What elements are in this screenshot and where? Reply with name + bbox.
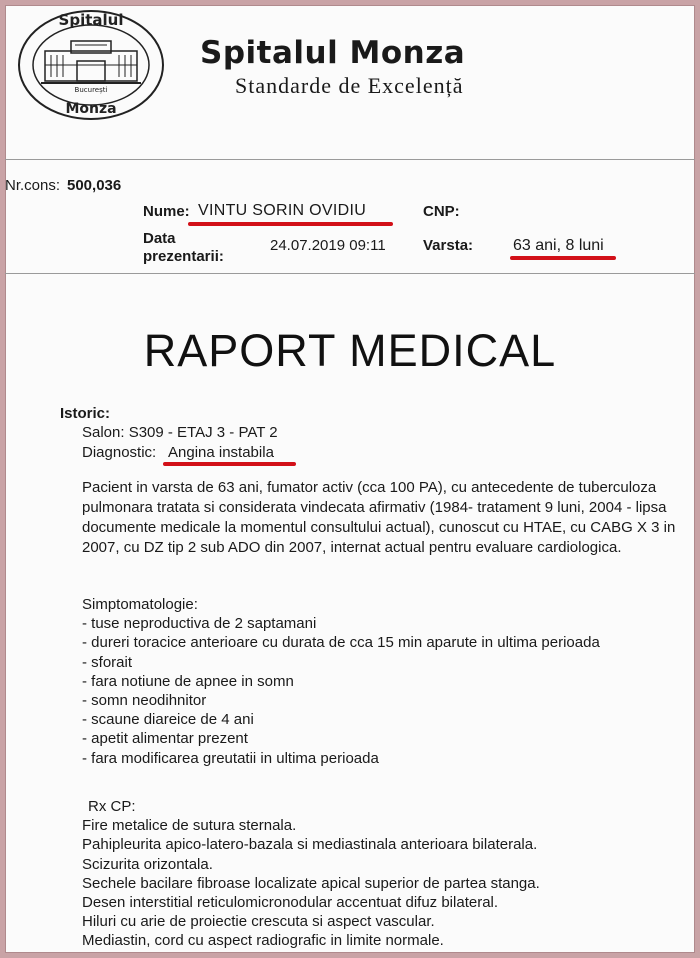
consultation-number-label: Nr.cons: [5, 177, 61, 194]
history-paragraph: Pacient in varsta de 63 ani, fumator activ (cca 100 PA), cu antecedente de tuberculoza pulmonara tratata si considerata vindecata afirmativ (1984- tratament 9 luni, 2004 - lipsa documente medicale la momentul consultului actual), cunoscut cu HTAE, cu CABG X 3 in 2007, cu DZ tip 2 sub ADO din 2007, internat actual pentru evaluare cardiologica. [82, 479, 676, 556]
symptom-item: - tuse neproductiva de 2 saptamani [82, 615, 317, 633]
xray-finding: Pahipleurita apico-latero-bazala si mediastinala anterioara bilaterala. [82, 836, 538, 854]
hospital-tagline: Standarde de Excelență [235, 73, 464, 98]
xray-finding: Sechele bacilare fibroase localizate apical superior de partea stanga. [82, 874, 540, 892]
xray-finding: Hiluri cu arie de proiectie crescuta si aspect vascular. [82, 913, 435, 931]
history-heading: Istoric: [60, 405, 111, 422]
medical-report-page [5, 5, 695, 953]
age-label: Varsta: [423, 237, 474, 254]
logo-city-text: București [74, 86, 108, 94]
report-title: RAPORT MEDICAL [143, 325, 557, 376]
header-divider [5, 159, 695, 160]
xray-finding: Desen interstitial reticulomicronodular accentuat difuz bilateral. [82, 894, 499, 912]
patient-block-divider [5, 273, 695, 274]
symptoms-heading: Simptomatologie: [82, 596, 198, 613]
age-underline [510, 256, 616, 260]
xray-finding: Scizurita orizontala. [82, 855, 213, 873]
consultation-number-value: 500,036 [67, 177, 122, 194]
symptoms-section [82, 595, 600, 768]
hospital-name: Spitalul Monza [200, 35, 466, 71]
symptom-item: - apetit alimentar prezent [82, 730, 248, 748]
xray-finding: Mediastin, cord cu aspect radiografic in limite normale. [82, 932, 444, 950]
xray-section [82, 797, 540, 951]
symptom-item: - fara notiune de apnee in somn [82, 672, 294, 690]
age-value: 63 ani, 8 luni [513, 237, 604, 254]
patient-name-underline [188, 222, 393, 226]
symptom-item: - scaune diareice de 4 ani [82, 711, 254, 729]
ward-info: Salon: S309 - ETAJ 3 - PAT 2 [82, 424, 278, 441]
diagnosis-label: Diagnostic: [82, 444, 157, 461]
patient-name-label: Nume: [143, 203, 190, 220]
symptom-item: - somn neodihnitor [82, 692, 207, 710]
xray-finding: Fire metalice de sutura sternala. [82, 817, 297, 835]
hospital-seal-icon [15, 7, 167, 123]
patient-name-value: VINTU SORIN OVIDIU [198, 202, 367, 219]
hospital-logo [15, 7, 167, 123]
xray-heading: Rx CP: [88, 798, 136, 815]
symptom-item: - fara modificarea greutatii in ultima perioada [82, 749, 379, 767]
presentation-date-value: 24.07.2019 09:11 [270, 237, 386, 254]
diagnosis-value: Angina instabila [168, 444, 274, 461]
cnp-label: CNP: [423, 203, 460, 220]
logo-bottom-text: Monza [65, 101, 117, 117]
symptom-item: - sforait [82, 653, 133, 671]
diagnosis-underline [163, 462, 296, 466]
logo-top-text: Spitalul [58, 11, 124, 29]
presentation-date-label-line2: prezentarii: [143, 248, 224, 265]
symptom-item: - dureri toracice anterioare cu durata de cca 15 min aparute in ultima perioada [82, 634, 600, 652]
presentation-date-label-line1: Data [143, 230, 176, 247]
